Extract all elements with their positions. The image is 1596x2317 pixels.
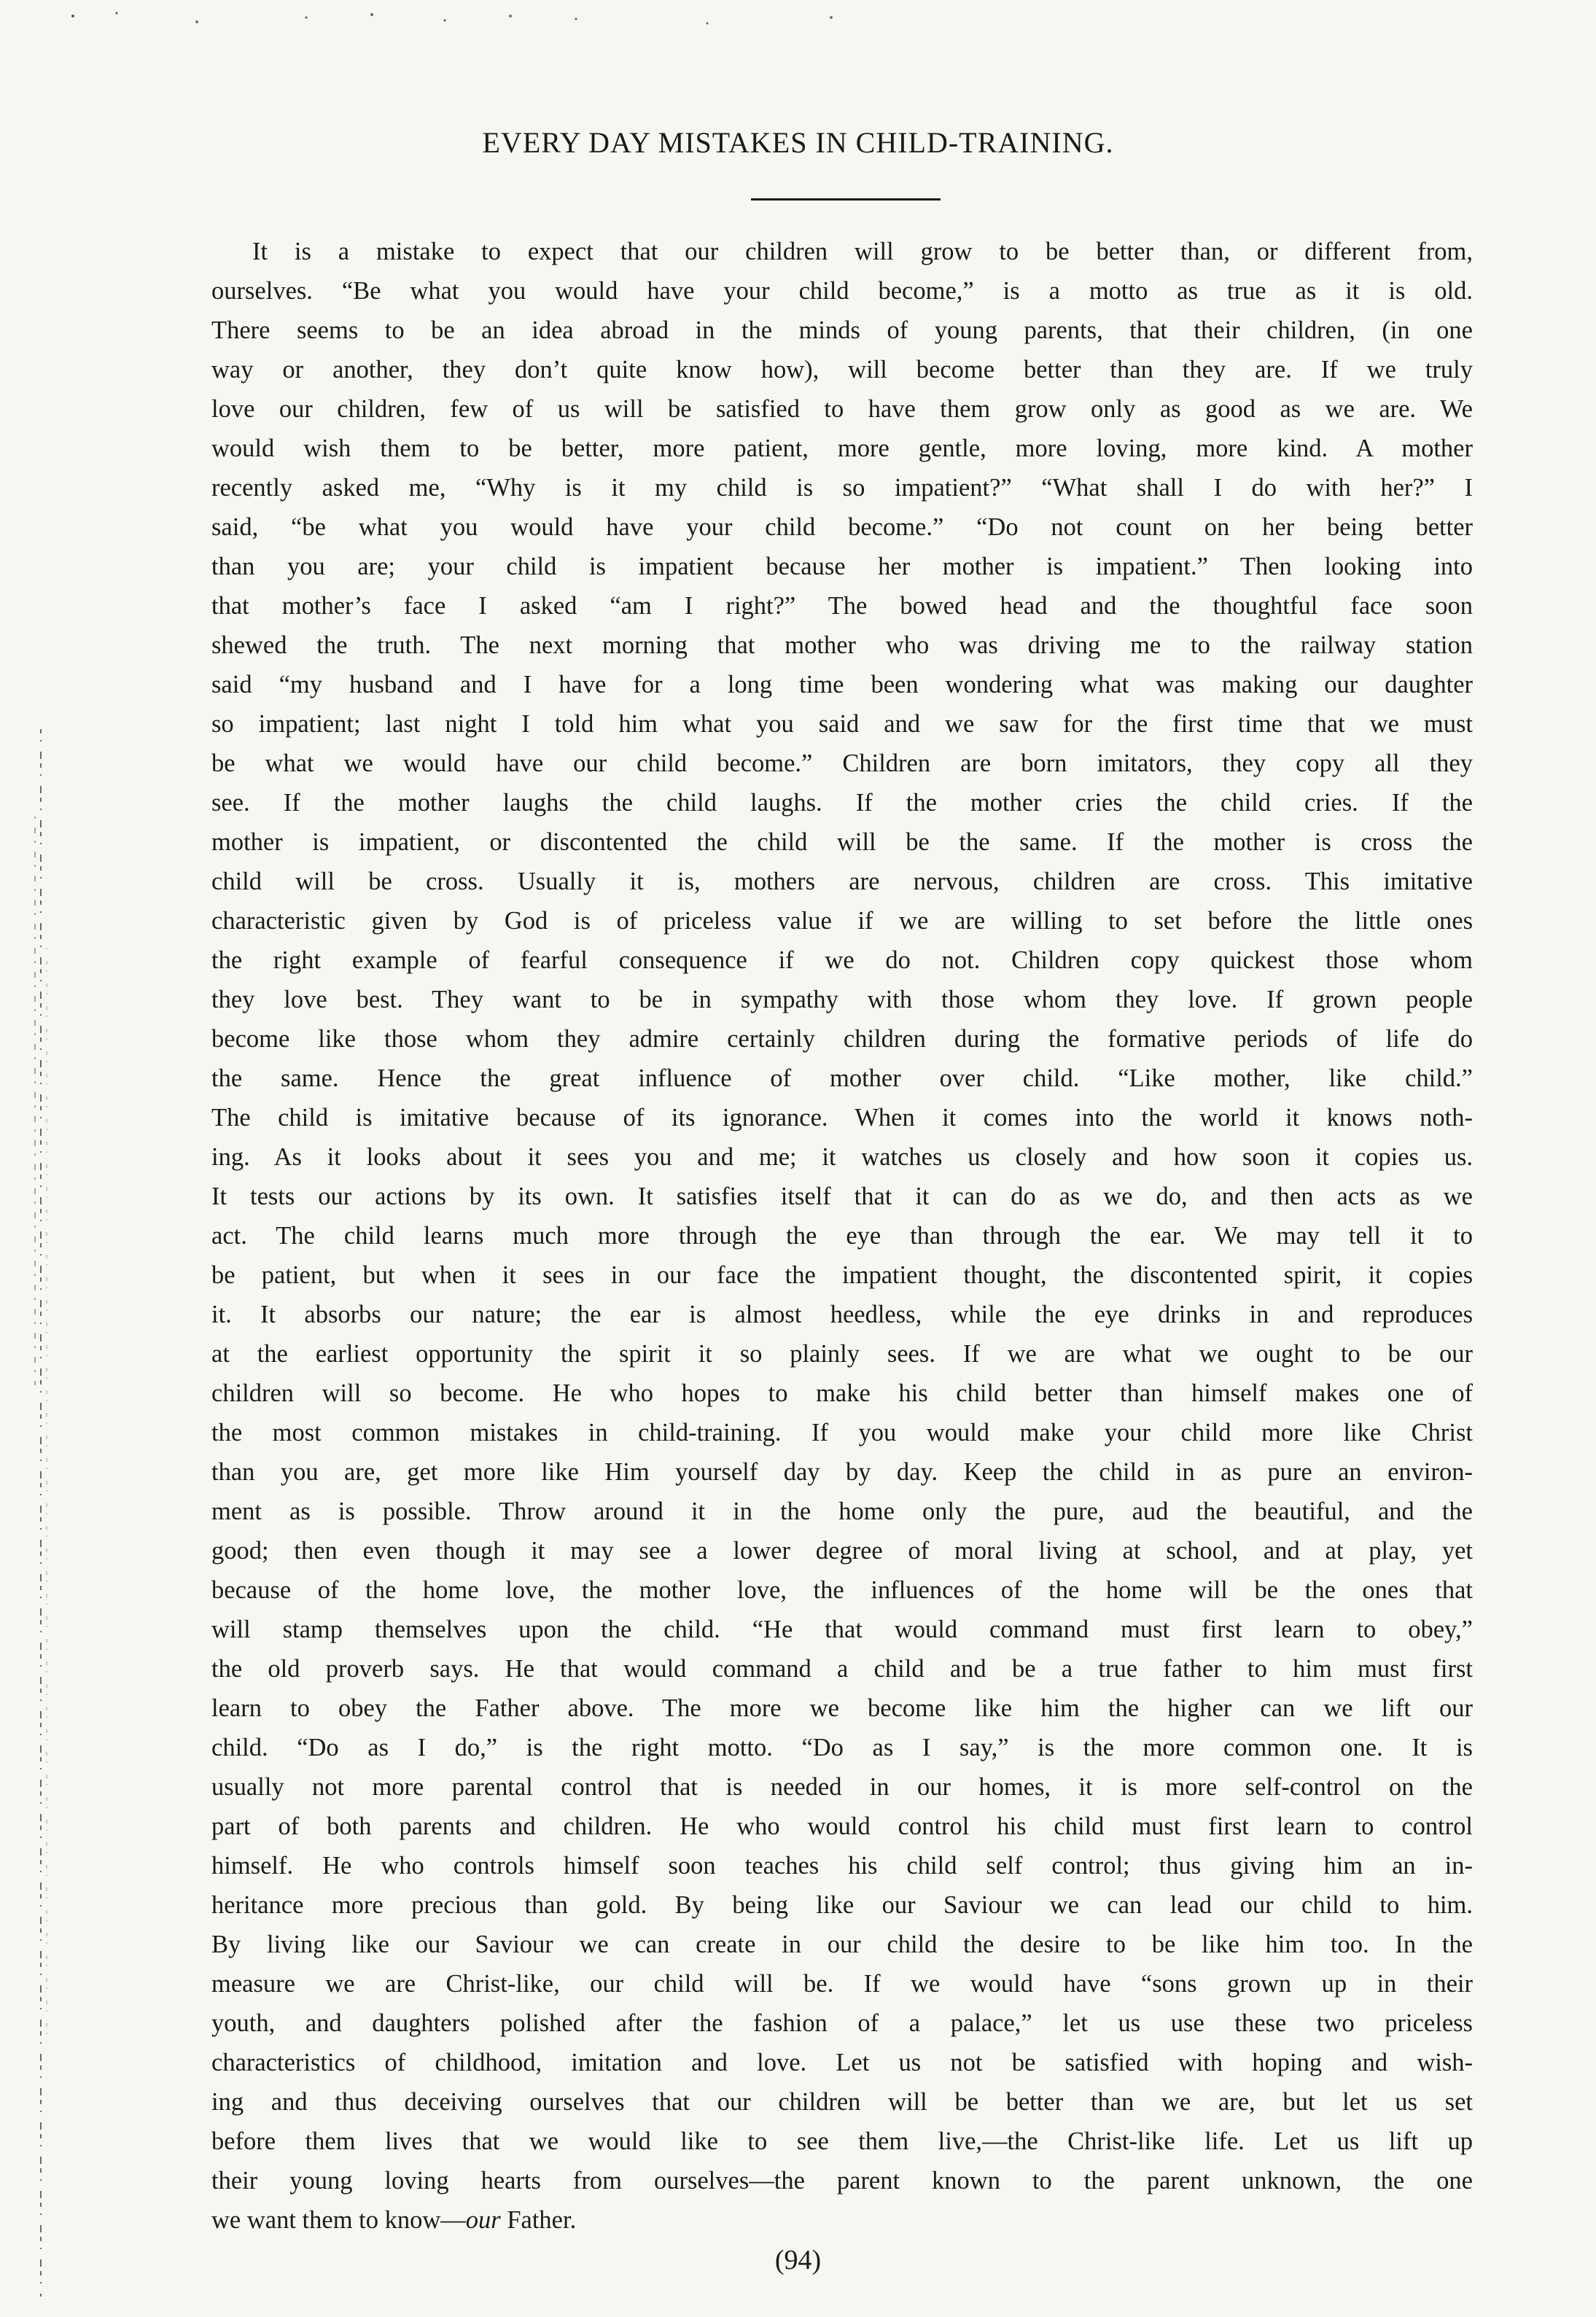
body-line: it. It absorbs our nature; the ear is almost heedless, while the eye drinks in and reproduces: [211, 1301, 1473, 1328]
body-line: youth, and daughters polished after the fashion of a palace,” let us use these two priceless: [211, 2009, 1473, 2037]
body-line: the right example of fearful consequence if we do not. Children copy quickest those whom: [211, 946, 1473, 974]
body-line: before them lives that we would like to see them live,—the Christ-like life. Let us lift up: [211, 2127, 1473, 2155]
body-line: they love best. They want to be in sympathy with those whom they love. If grown people: [211, 986, 1473, 1013]
body-line: recently asked me, “Why is it my child is so impatient?” “What shall I do with her?” I: [211, 474, 1473, 502]
body-line: because of the home love, the mother love, the influences of the home will be the ones that: [211, 1576, 1473, 1604]
body-line: the same. Hence the great influence of mother over child. “Like mother, like child.”: [211, 1064, 1473, 1092]
binding-edge-marks: [15, 729, 58, 2297]
body-line: said, “be what you would have your child become.” “Do not count on her being better: [211, 513, 1473, 541]
body-line: the old proverb says. He that would command a child and be a true father to him must first: [211, 1655, 1473, 1683]
body-line: It is a mistake to expect that our children will grow to be better than, or different from,: [252, 238, 1473, 265]
body-last-line: [211, 2200, 1473, 2240]
body-line: ing. As it looks about it sees you and me; it watches us closely and how soon it copies us.: [211, 1143, 1473, 1171]
body-line: ing and thus deceiving ourselves that our children will be better than we are, but let us set: [211, 2088, 1473, 2116]
body-line: be what we would have our child become.” Children are born imitators, they copy all they: [211, 749, 1473, 777]
body-line: The child is imitative because of its ignorance. When it comes into the world it knows noth-: [211, 1104, 1473, 1132]
body-line: their young loving hearts from ourselves—the parent known to the parent unknown, the one: [211, 2167, 1473, 2195]
title-rule: [751, 198, 941, 200]
body-line: act. The child learns much more through the eye than through the ear. We may tell it to: [211, 1222, 1473, 1250]
body-line: become like those whom they admire certainly children during the formative periods of life do: [211, 1025, 1473, 1053]
body-line: ourselves. “Be what you would have your child become,” is a motto as true as it is old.: [211, 277, 1473, 305]
article-title: EVERY DAY MISTAKES IN CHILD-TRAINING.: [482, 126, 1114, 159]
body-line: good; then even though it may see a lower degree of moral living at school, and at play, yet: [211, 1537, 1473, 1565]
body-line: said “my husband and I have for a long time been wondering what was making our daughter: [211, 671, 1473, 698]
body-line: children will so become. He who hopes to make his child better than himself makes one of: [211, 1379, 1473, 1407]
body-line: way or another, they don’t quite know how), will become better than they are. If we truly: [211, 356, 1473, 383]
body-line: shewed the truth. The next morning that mother who was driving me to the railway station: [211, 631, 1473, 659]
body-line: so impatient; last night I told him what you said and we saw for the first time that we must: [211, 710, 1473, 738]
article-body: [211, 232, 1473, 2240]
last-line-prefix: we want them to know—: [211, 2206, 466, 2234]
scan-specks-top: [66, 7, 941, 29]
body-line: at the earliest opportunity the spirit it so plainly sees. If we are what we ought to be our: [211, 1340, 1473, 1368]
last-line-italic: our: [465, 2206, 501, 2234]
body-line: mother is impatient, or discontented the child will be the same. If the mother is cross the: [211, 828, 1473, 856]
body-line: learn to obey the Father above. The more we become like him the higher can we lift our: [211, 1694, 1473, 1722]
body-line: It tests our actions by its own. It satisfies itself that it can do as we do, and then acts as we: [211, 1183, 1473, 1210]
body-line: characteristic given by God is of priceless value if we are willing to set before the little ones: [211, 907, 1473, 935]
body-line: part of both parents and children. He who would control his child must first learn to control: [211, 1812, 1473, 1840]
body-line: than you are; your child is impatient because her mother is impatient.” Then looking into: [211, 553, 1473, 580]
last-line-suffix: Father.: [500, 2206, 577, 2234]
body-line: child. “Do as I do,” is the right motto. “Do as I say,” is the more common one. It is: [211, 1734, 1473, 1761]
body-line: characteristics of childhood, imitation and love. Let us not be satisfied with hoping and wish-: [211, 2049, 1473, 2076]
body-line: will stamp themselves upon the child. “He that would command must first learn to obey,”: [211, 1616, 1473, 1643]
body-line: see. If the mother laughs the child laughs. If the mother cries the child cries. If the: [211, 789, 1473, 817]
body-line: ment as is possible. Throw around it in the home only the pure, aud the beautiful, and the: [211, 1498, 1473, 1525]
body-line: measure we are Christ-like, our child will be. If we would have “sons grown up in their: [211, 1970, 1473, 1998]
body-line: the most common mistakes in child-training. If you would make your child more like Christ: [211, 1419, 1473, 1446]
body-line: would wish them to be better, more patient, more gentle, more loving, more kind. A mother: [211, 435, 1473, 462]
body-line: By living like our Saviour we can create in our child the desire to be like him too. In the: [211, 1931, 1473, 1958]
body-line: be patient, but when it sees in our face the impatient thought, the discontented spirit, it copies: [211, 1261, 1473, 1289]
body-line: than you are, get more like Him yourself day by day. Keep the child in as pure an environ-: [211, 1458, 1473, 1486]
page-number: (94): [774, 2245, 822, 2275]
body-line: himself. He who controls himself soon teaches his child self control; thus giving him an in-: [211, 1852, 1473, 1880]
body-line: There seems to be an idea abroad in the minds of young parents, that their children, (in one: [211, 316, 1473, 344]
body-line: love our children, few of us will be satisfied to have them grow only as good as we are. We: [211, 395, 1473, 423]
body-line: usually not more parental control that is needed in our homes, it is more self-control on the: [211, 1773, 1473, 1801]
body-line: that mother’s face I asked “am I right?” The bowed head and the thoughtful face soon: [211, 592, 1473, 620]
body-line: child will be cross. Usually it is, mothers are nervous, children are cross. This imitative: [211, 868, 1473, 895]
body-line: heritance more precious than gold. By being like our Saviour we can lead our child to him.: [211, 1891, 1473, 1919]
